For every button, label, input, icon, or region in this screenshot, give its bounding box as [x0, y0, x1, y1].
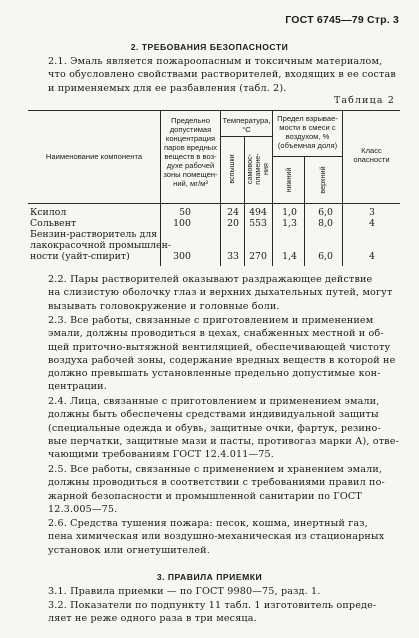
paragraph-2-2 [30, 273, 398, 313]
cell-lower-limit: 1,0 [282, 207, 297, 218]
header-flash-point: вспышки [227, 154, 236, 184]
text-line: 2.2. Пары растворителей оказывают раздражающее действие [48, 274, 373, 285]
text-line: пена химическая или воздушно-механическая из стационарных [48, 531, 385, 543]
text-line: 12.3.005—75. [48, 503, 118, 515]
text-line: должны быть обеспечены средствами индивидуальной защиты [48, 409, 379, 421]
header-line: духе рабочей [166, 161, 215, 170]
text-line: эмали, должны проводиться в цехах, снабженных местной и об- [48, 328, 384, 340]
header-line: ний, мг/м³ [173, 179, 208, 188]
header-line: пламене- [253, 153, 262, 185]
table-top-rule [28, 110, 400, 111]
header-explosion-limits [273, 114, 342, 150]
text-line: на слизистую оболочку глаз и верхних дыхательных путей, могут [48, 287, 393, 299]
cell-flash-point: 33 [227, 251, 239, 262]
cell-flash-point: 24 [227, 207, 239, 218]
text-line: 2.1. Эмаль является пожароопасным и токсичным материалом, [48, 56, 383, 67]
header-line: допустимая [169, 125, 212, 134]
text-line: ляет не реже одного раза в три месяца. [48, 613, 257, 625]
text-line: ности (уайт-спирит) [30, 251, 130, 262]
cell-max-concentration: 300 [173, 251, 191, 262]
text-line: чающими требованиям ГОСТ 12.4.011—75. [48, 449, 274, 461]
cell-lower-limit: 1,3 [282, 218, 297, 229]
header-line: паров вредных [163, 143, 218, 152]
table-header-rule [28, 203, 400, 204]
header-line: самовос- [245, 153, 254, 185]
text-line: что обусловлено свойствами растворителей, входящих в ее состав [48, 69, 396, 81]
text-line: (специальные одежда и обувь, защитные очки, фартук, резино- [48, 422, 381, 434]
cell-component-name: Ксилол [30, 207, 67, 218]
header-upper-limit: верхний [318, 166, 327, 194]
header-line: Класс [361, 146, 382, 155]
page-header: ГОСТ 6745—79 Стр. 3 [285, 14, 399, 26]
cell-self-ignition: 494 [249, 207, 267, 218]
text-line: должны проводиться в соответствии с требованиями правил по- [48, 477, 385, 489]
header-line: веществ в воз- [164, 152, 217, 161]
text-line: 3.2. Показатели по подпункту 11 табл. 1 изготовитель опреде- [48, 600, 377, 611]
cell-flash-point: 20 [227, 218, 239, 229]
paragraph-2-5 [30, 463, 398, 516]
header-line: концентрация [165, 134, 216, 143]
cell-self-ignition: 270 [249, 251, 267, 262]
hazard-table [28, 110, 400, 266]
header-line: Предельно [171, 116, 210, 125]
cell-hazard-class: 4 [369, 251, 375, 262]
header-line: (объемная доля) [277, 141, 338, 150]
table-subheader-rule [220, 136, 272, 137]
paragraph-2-6 [30, 517, 398, 557]
header-line: Температура, [222, 116, 271, 125]
header-line: воздухом, % [285, 132, 330, 141]
text-line: центрации. [48, 381, 107, 393]
table-subheader-rule [272, 156, 342, 157]
header-self-ignition [246, 139, 270, 199]
cell-hazard-class: 3 [369, 207, 375, 218]
header-line: опасности [353, 155, 390, 164]
paragraph-2-3 [30, 314, 398, 394]
text-line: должно превышать установленные предельно допустимые кон- [48, 368, 381, 380]
header-line: ния [261, 163, 270, 175]
header-max-concentration [161, 116, 220, 188]
text-line: 2.4. Лица, связанные с приготовлением и применением эмали, [48, 396, 380, 407]
header-component-name: Наименование компонента [45, 152, 143, 161]
cell-component-name [30, 229, 171, 262]
cell-self-ignition: 553 [249, 218, 267, 229]
header-lower-limit: нижний [284, 167, 293, 193]
cell-component-name: Сольвент [30, 218, 77, 229]
header-temperature [221, 116, 272, 134]
text-line: 3.1. Правила приемки — по ГОСТ 9980—75, разд. 1. [48, 586, 321, 597]
text-line: жарной безопасности и промышленной санитарии по ГОСТ [48, 490, 362, 502]
cell-max-concentration: 100 [173, 218, 191, 229]
header-line: мости в смеси с [279, 123, 336, 132]
section-title-acceptance: 3. ПРАВИЛА ПРИЕМКИ [156, 572, 263, 582]
text-line: установок или огнетушителей. [48, 544, 210, 556]
text-line: лакокрасочной промышлен- [30, 240, 171, 251]
text-line: щей приточно-вытяжной вентиляцией, обеспечивающей чистоту [48, 341, 391, 353]
header-line: зоны помещен- [163, 170, 218, 179]
text-line: вые перчатки, защитные мази и пасты, противогаз марки А), отве- [48, 435, 399, 447]
table-col-rule [342, 110, 343, 266]
section-title-safety: 2. ТРЕБОВАНИЯ БЕЗОПАСНОСТИ [130, 42, 289, 52]
cell-upper-limit: 6,0 [318, 207, 333, 218]
paragraph-3-1 [30, 585, 398, 598]
cell-hazard-class: 4 [369, 218, 375, 229]
header-line: °С [242, 125, 251, 134]
text-line: 2.3. Все работы, связанные с приготовлением и применением [48, 315, 374, 326]
header-hazard-class [343, 146, 400, 164]
paragraph-3-2 [30, 599, 398, 626]
text-line: 2.6. Средства тушения пожара: песок, кошма, инертный газ, [48, 518, 368, 529]
header-line: Предел взрывае- [277, 114, 338, 123]
text-line: вызывать головокружение и головные боли. [48, 300, 280, 312]
cell-max-concentration: 50 [179, 207, 191, 218]
text-line: и применяемых для ее разбавления (табл. 2). [48, 82, 287, 94]
paragraph-2-1 [30, 55, 398, 95]
text-line: воздуха рабочей зоны, содержание вредных веществ в которой не [48, 354, 396, 366]
text-line: 2.5. Все работы, связанные с применением и хранением эмали, [48, 464, 383, 475]
paragraph-2-4 [30, 395, 398, 461]
table-label: Таблица 2 [333, 95, 395, 106]
cell-lower-limit: 1,4 [282, 251, 297, 262]
cell-upper-limit: 6,0 [318, 251, 333, 262]
cell-upper-limit: 8,0 [318, 218, 333, 229]
text-line: Бензин-растворитель для [30, 229, 158, 240]
